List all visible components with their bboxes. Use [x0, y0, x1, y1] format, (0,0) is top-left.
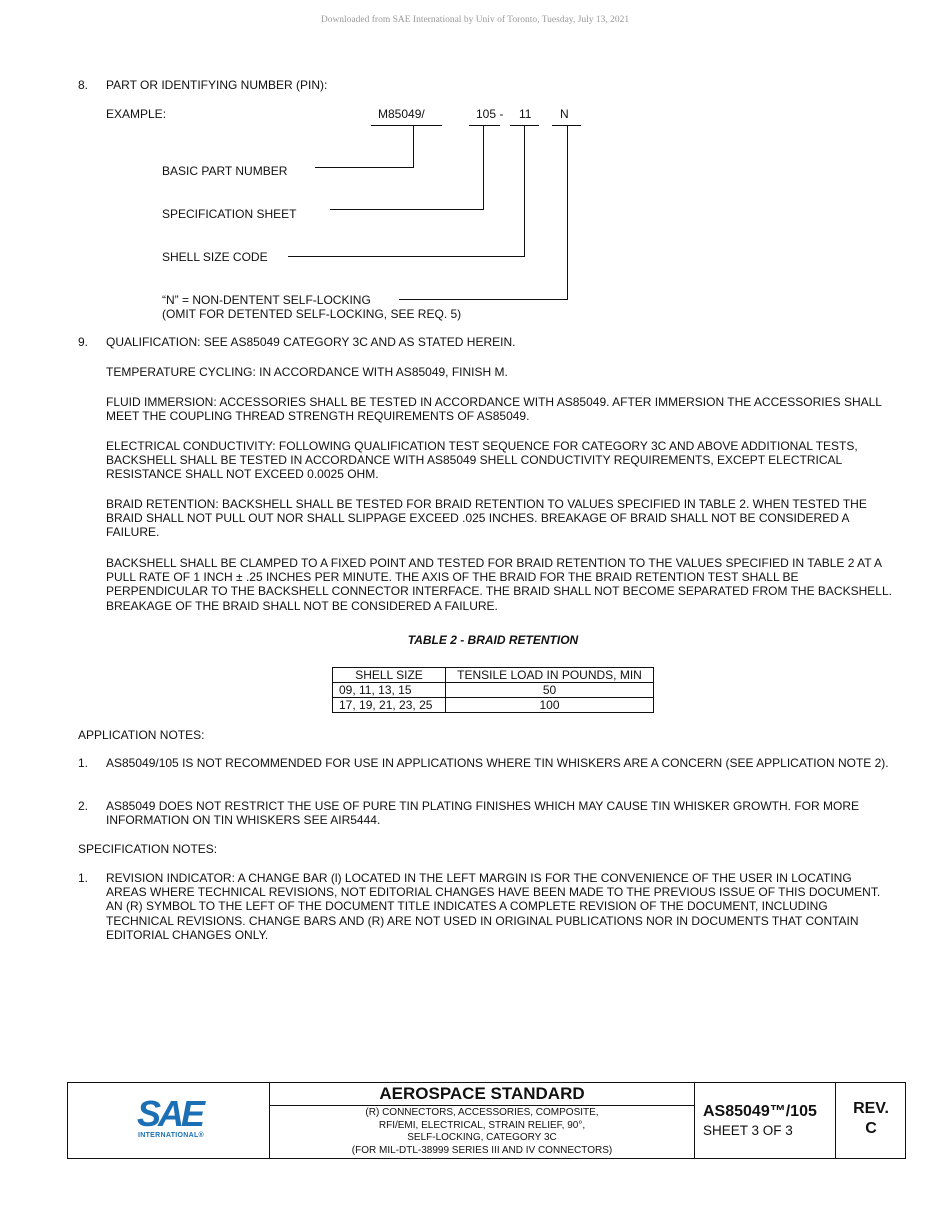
example-label: EXAMPLE: [106, 107, 167, 121]
temperature-cycling-paragraph: TEMPERATURE CYCLING: IN ACCORDANCE WITH AS85049, FINISH M. [106, 365, 508, 379]
document-description [270, 1107, 694, 1157]
app-note-2-number: 2. [78, 799, 89, 813]
description-line: SELF-LOCKING, CATEGORY 3C [407, 1132, 557, 1143]
leader-shell-vertical [524, 125, 525, 257]
leader-spec-vertical [483, 125, 484, 210]
electrical-conductivity-paragraph: ELECTRICAL CONDUCTIVITY: FOLLOWING QUALIFICATION TEST SEQUENCE FOR CATEGORY 3C AND ABOVE ADDITIONAL TESTS, BACKSHELL SHALL BE TESTED IN ACCORDANCE WITH AS85049 SHELL CONDUCTIVITY REQUIREMENTS, EXCEPT ELECTRICAL RESISTANCE SHALL NOT EXCEED 0.0025 OHM. [106, 439, 858, 482]
table-header-shell-size: SHELL SIZE [333, 668, 446, 683]
standard-title: AEROSPACE STANDARD [270, 1083, 694, 1106]
leader-basic-horizontal [315, 167, 414, 168]
table-2-caption: TABLE 2 - BRAID RETENTION [407, 633, 579, 647]
callout-non-detent: “N” = NON-DENTENT SELF-LOCKING [162, 293, 371, 307]
specification-notes-heading: SPECIFICATION NOTES: [78, 842, 218, 856]
description-line: (FOR MIL-DTL-38999 SERIES III AND IV CONNECTORS) [351, 1144, 613, 1156]
document-number: AS85049™/105 [703, 1103, 817, 1120]
section-9-title: QUALIFICATION: SEE AS85049 CATEGORY 3C AND AS STATED HEREIN. [106, 335, 516, 349]
callout-shell-size-code: SHELL SIZE CODE [162, 250, 268, 264]
description-line: (R) CONNECTORS, ACCESSORIES, COMPOSITE, [365, 1107, 599, 1118]
table-cell-tensile-load: 50 [446, 683, 654, 698]
pin-part-sheet: 105 - [476, 107, 504, 121]
callout-basic-part-number: BASIC PART NUMBER [162, 164, 288, 178]
table-header-row [333, 668, 654, 683]
table-cell-shell-size: 09, 11, 13, 15 [333, 683, 446, 698]
download-watermark: Downloaded from SAE International by Univ of Toronto, Tuesday, July 13, 2021 [320, 15, 630, 25]
leader-locking-vertical [567, 125, 568, 300]
sheet-number: SHEET 3 OF 3 [703, 1123, 793, 1138]
table-row [333, 698, 654, 713]
callout-omit-note: (OMIT FOR DETENTED SELF-LOCKING, SEE REQ. 5) [162, 307, 462, 321]
leader-locking-horizontal [399, 299, 568, 300]
spec-note-1-number: 1. [78, 871, 89, 885]
callout-specification-sheet: SPECIFICATION SHEET [162, 207, 297, 221]
table-cell-shell-size: 17, 19, 21, 23, 25 [333, 698, 446, 713]
leader-basic-vertical [413, 125, 414, 168]
table-header-tensile-load: TENSILE LOAD IN POUNDS, MIN [446, 668, 654, 683]
pin-underline-sheet [469, 125, 500, 126]
application-notes-heading: APPLICATION NOTES: [78, 728, 205, 742]
spec-note-1-text: REVISION INDICATOR: A CHANGE BAR (l) LOCATED IN THE LEFT MARGIN IS FOR THE CONVENIENCE OF THE USER IN LOCATING AREAS WHERE TECHNICAL REVISIONS, NOT EDITORIAL CHANGES HAVE BEEN MADE TO THE PREVIOUS ISSUE OF THIS DOCUMENT. AN (R) SYMBOL TO THE LEFT OF THE DOCUMENT TITLE INDICATES A COMPLETE REVISION OF THE DOCUMENT, INCLUDING TECHNICAL REVISIONS. CHANGE BARS AND (R) ARE NOT USED IN ORIGINAL PUBLICATIONS NOR IN DOCUMENTS THAT CONTAIN EDITORIAL CHANGES ONLY. [106, 871, 881, 942]
sae-logo-subtitle: INTERNATIONAL® [138, 1132, 205, 1139]
title-cell [269, 1083, 695, 1158]
app-note-1-text: AS85049/105 IS NOT RECOMMENDED FOR USE IN APPLICATIONS WHERE TIN WHISKERS ARE A CONCERN (SEE APPLICATION NOTE 2). [106, 756, 889, 770]
revision-label: REV. [853, 1100, 889, 1117]
sae-logo-cell [68, 1083, 270, 1158]
section-8-number: 8. [78, 78, 89, 92]
doc-number-cell [694, 1083, 836, 1158]
table-cell-tensile-load: 100 [446, 698, 654, 713]
fluid-immersion-paragraph: FLUID IMMERSION: ACCESSORIES SHALL BE TESTED IN ACCORDANCE WITH AS85049. AFTER IMMERSION THE ACCESSORIES SHALL MEET THE COUPLING THREAD STRENGTH REQUIREMENTS OF AS85049. [106, 395, 882, 424]
braid-retention-table [332, 667, 654, 713]
braid-retention-paragraph: BRAID RETENTION: BACKSHELL SHALL BE TESTED FOR BRAID RETENTION TO VALUES SPECIFIED IN TABLE 2. WHEN TESTED THE BRAID SHALL NOT PULL OUT NOR SHALL SLIPPAGE EXCEED .025 INCHES. BREAKAGE OF BRAID SHALL NOT BE CONSIDERED A FAILURE. [106, 497, 867, 540]
app-note-2-text: AS85049 DOES NOT RESTRICT THE USE OF PURE TIN PLATING FINISHES WHICH MAY CAUSE TIN WHISKER GROWTH. FOR MORE INFORMATION ON TIN WHISKERS SEE AIR5444. [106, 799, 859, 828]
table-row [333, 683, 654, 698]
pin-part-basic: M85049/ [378, 107, 425, 121]
leader-spec-horizontal [330, 209, 484, 210]
pin-part-locking: N [560, 107, 569, 121]
leader-shell-horizontal [288, 256, 525, 257]
revision-value: C [865, 1120, 877, 1137]
sae-logo: SAE [137, 1093, 203, 1134]
title-block [67, 1082, 906, 1159]
section-8-title: PART OR IDENTIFYING NUMBER (PIN): [106, 78, 328, 92]
app-note-1-number: 1. [78, 756, 89, 770]
revision-cell [835, 1083, 906, 1158]
backshell-clamp-paragraph: BACKSHELL SHALL BE CLAMPED TO A FIXED POINT AND TESTED FOR BRAID RETENTION TO THE VALUES SPECIFIED IN TABLE 2 AT A PULL RATE OF 1 INCH ± .25 INCHES PER MINUTE. THE AXIS OF THE BRAID FOR THE BRAID RETENTION TEST SHALL BE PERPENDICULAR TO THE BACKSHELL CONNECTOR INTERFACE. THE BRAID SHALL NOT BECOME SEPARATED FROM THE BACKSHELL. BREAKAGE OF THE BRAID SHALL NOT BE CONSIDERED A FAILURE. [106, 556, 892, 613]
pin-underline-basic [371, 125, 442, 126]
section-9-number: 9. [78, 335, 89, 349]
pin-part-shell: 11 [519, 107, 532, 121]
description-line: RFI/EMI, ELECTRICAL, STRAIN RELIEF, 90°, [378, 1119, 586, 1131]
